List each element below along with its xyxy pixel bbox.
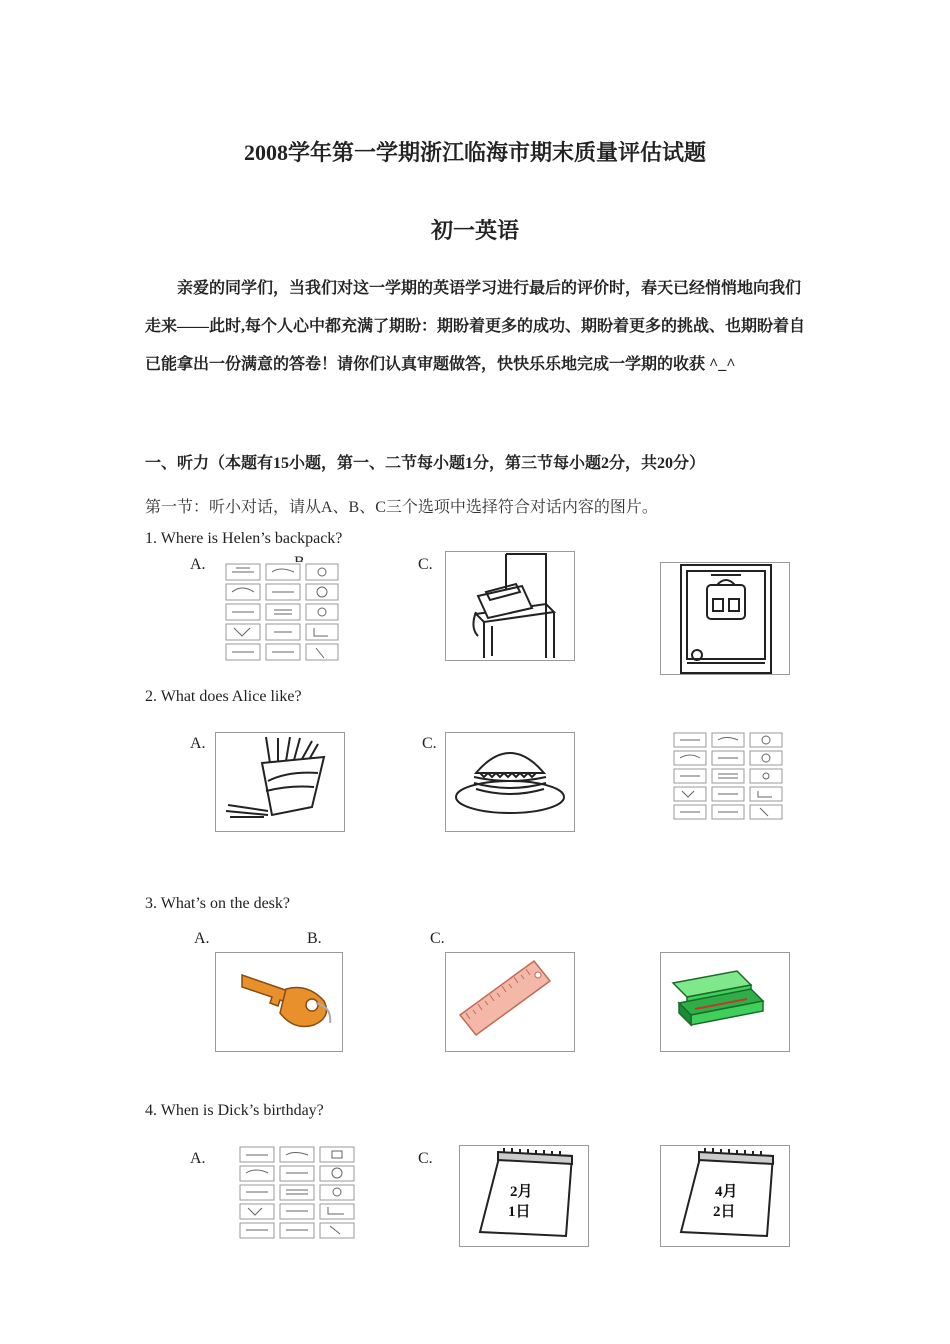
section-instructions: 第一节：听小对话，请从A、B、C三个选项中选择符合对话内容的图片。 [145, 499, 658, 516]
picture-grid-icon [222, 562, 342, 674]
pencil-box-icon [660, 952, 790, 1052]
ruler-icon [445, 952, 575, 1052]
page-title: 2008学年第一学期浙江临海市期末质量评估试题 [243, 140, 706, 165]
q2-option-a-label: A. [190, 735, 206, 752]
q1-option-c-label: C. [418, 556, 433, 573]
q4-option-a-label: A. [190, 1150, 206, 1167]
q3-option-a-label: A. [194, 930, 210, 947]
french-fries-icon [215, 732, 345, 832]
q2-option-c-label: C. [422, 735, 437, 752]
calendar-month: 4月 [715, 1184, 738, 1200]
question-2: 2. What does Alice like? [145, 688, 302, 705]
question-4: 4. When is Dick’s birthday? [145, 1102, 324, 1119]
q1-option-b-label [294, 552, 309, 562]
hamburger-icon [445, 732, 575, 832]
calendar-icon [660, 1145, 790, 1247]
page-subtitle: 初一英语 [430, 218, 519, 243]
backpack-on-door-icon [660, 562, 790, 675]
calendar-month: 2月 [510, 1184, 533, 1200]
calendar-day: 2日 [713, 1204, 736, 1220]
question-1: 1. Where is Helen’s backpack? [145, 530, 343, 547]
q4-option-c-label: C. [418, 1150, 433, 1167]
picture-grid-icon [670, 731, 788, 823]
calendar-icon [459, 1145, 589, 1247]
intro-paragraph: 亲爱的同学们，当我们对这一学期的英语学习进行最后的评价时，春天已经悄悄地向我们走来——此时,每个人心中都充满了期盼：期盼着更多的成功、期盼着更多的挑战、也期盼着自已能拿出一份满意的答卷！请你们认真审题做答，快快乐乐地完成一学期的收获 ^_^ [145, 280, 806, 373]
backpack-on-chair-icon [445, 551, 575, 661]
q3-option-b-label: B. [307, 930, 322, 947]
q3-option-c-label: C. [430, 930, 445, 947]
q1-option-a-label: A. [190, 556, 206, 573]
key-icon [215, 952, 343, 1052]
calendar-day: 1日 [508, 1204, 531, 1220]
section-heading: 一、听力（本题有15小题，第一、二节每小题1分，第三节每小题2分，共20分） [145, 455, 706, 472]
question-3: 3. What’s on the desk? [145, 895, 291, 912]
picture-grid-icon [236, 1145, 358, 1245]
